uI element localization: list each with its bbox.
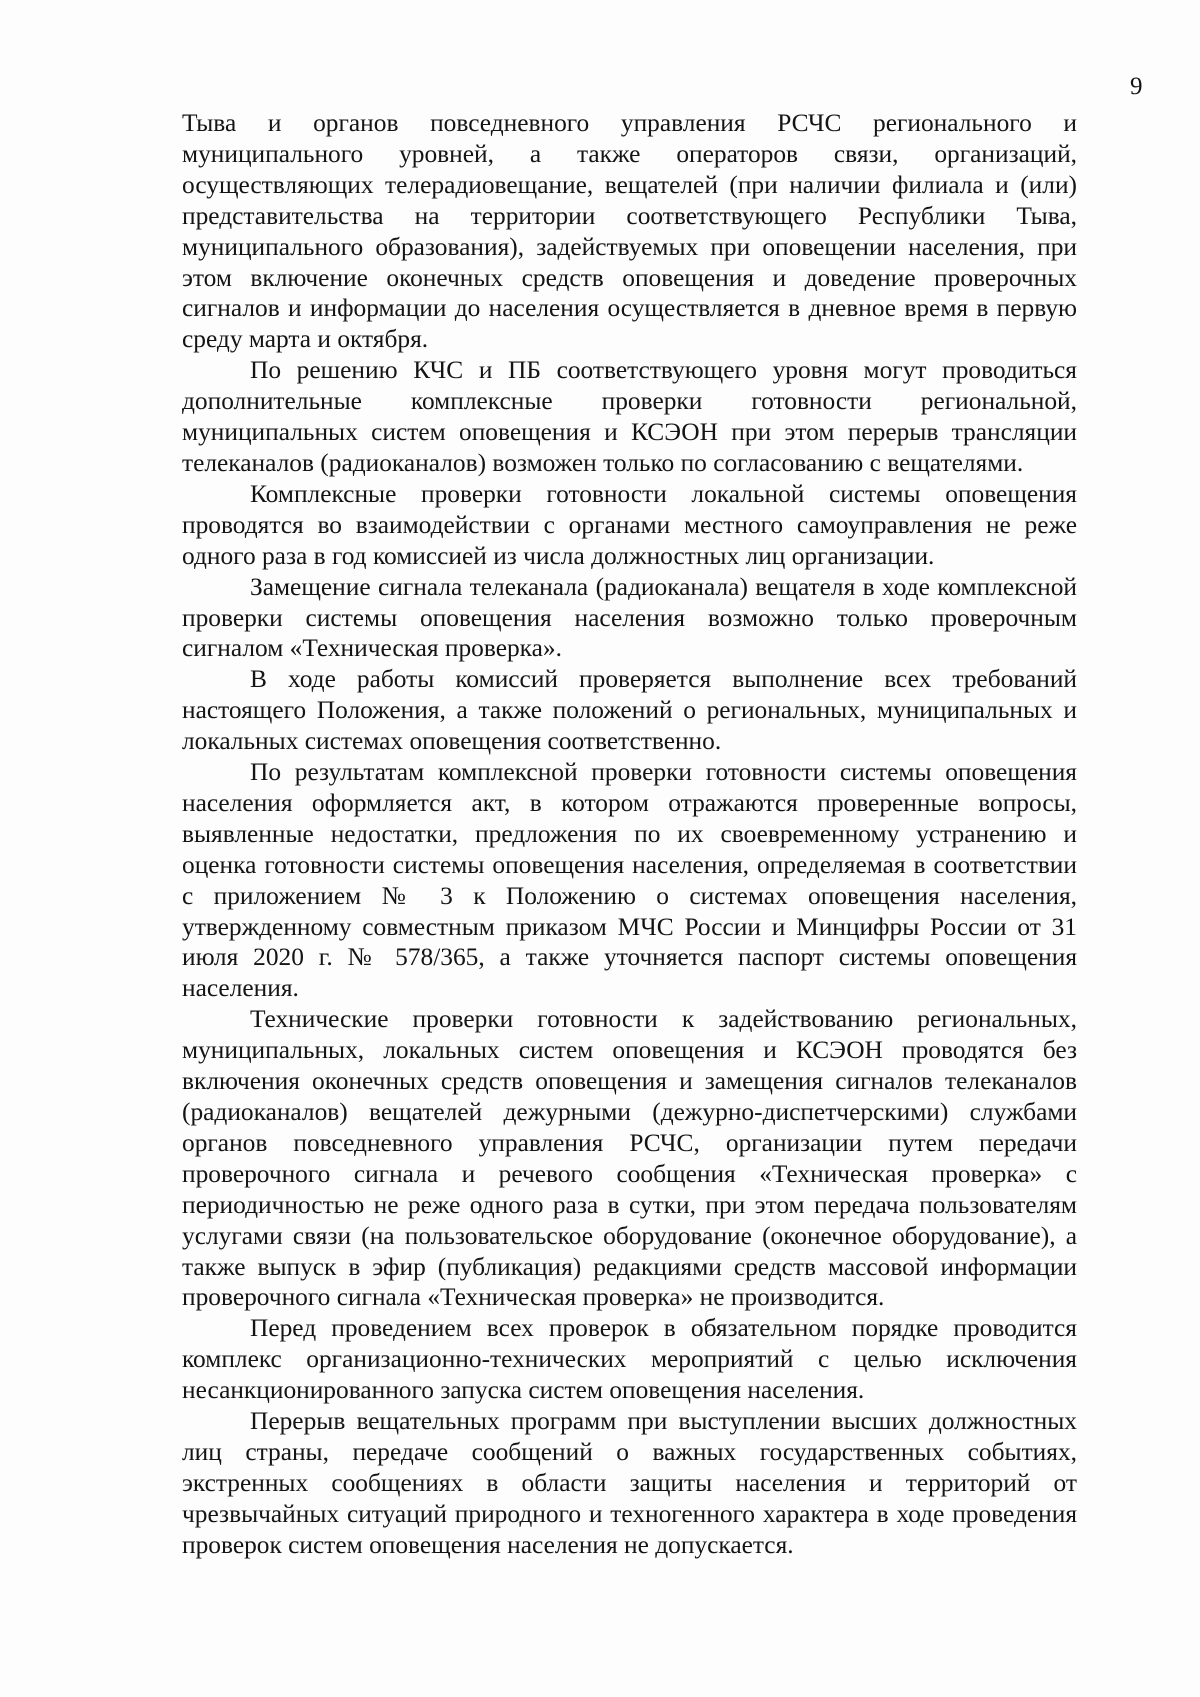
paragraph: Перед проведением всех проверок в обязательном порядке проводится комплекс организационно-технических мероприятий с целью исключения несанкционированного запуска систем оповещения населения. [182, 1314, 1077, 1405]
paragraph: По результатам комплексной проверки готовности системы оповещения населения оформляется акт, в котором отражаются проверенные вопросы, выявленные недостатки, предложения по их своевременному устранению и оценка готовности системы оповещения населения, определяемая в соответствии с приложением № 3 к Положению о системах оповещения населения, утвержденному совместным приказом МЧС России и Минцифры России от 31 июля 2020 г. № 578/365, а также уточняется паспорт системы оповещения населения. [182, 758, 1077, 1003]
page-number: 9 [1130, 73, 1143, 100]
paragraph: Комплексные проверки готовности локальной системы оповещения проводятся во взаимодействии с органами местного самоуправления не реже одного раза в год комиссией из числа должностных лиц организации. [182, 479, 1077, 570]
paragraph: По решению КЧС и ПБ соответствующего уровня могут проводиться дополнительные комплексные проверки готовности региональной, муниципальных систем оповещения и КСЭОН при этом перерыв трансляции телеканалов (радиоканалов) возможен только по согласованию с вещателями. [182, 356, 1077, 477]
paragraph-continuation: Тыва и органов повседневного управления РСЧС регионального и муниципального уровней, а также операторов связи, организаций, осуществляющих телерадиовещание, вещателей (при наличии филиала и (или) представительства на территории соответствующего Республики Тыва, муниципального образования), задействуемых при оповещении населения, при этом включение оконечных средств оповещения и доведение проверочных сигналов и информации до населения осуществляется в дневное время в первую среду марта и октября. [182, 109, 1077, 354]
paragraph: В ходе работы комиссий проверяется выполнение всех требований настоящего Положения, а также положений о региональных, муниципальных и локальных системах оповещения соответственно. [182, 665, 1077, 756]
paragraph: Замещение сигнала телеканала (радиоканала) вещателя в ходе комплексной проверки системы оповещения населения возможно только проверочным сигналом «Техническая проверка». [182, 572, 1077, 663]
document-body [182, 108, 1077, 1561]
paragraph: Технические проверки готовности к задействованию региональных, муниципальных, локальных систем оповещения и КСЭОН проводятся без включения оконечных средств оповещения и замещения сигналов телеканалов (радиоканалов) вещателей дежурными (дежурно-диспетчерскими) службами органов повседневного управления РСЧС, организации путем передачи проверочного сигнала и речевого сообщения «Техническая проверка» с периодичностью не реже одного раза в сутки, при этом передача пользователям услугами связи (на пользовательское оборудование (оконечное оборудование), а также выпуск в эфир (публикация) редакциями средств массовой информации проверочного сигнала «Техническая проверка» не производится. [182, 1005, 1077, 1312]
paragraph: Перерыв вещательных программ при выступлении высших должностных лиц страны, передаче сообщений о важных государственных событиях, экстренных сообщениях в области защиты населения и территорий от чрезвычайных ситуаций природного и техногенного характера в ходе проведения проверок систем оповещения населения не допускается. [182, 1407, 1077, 1559]
